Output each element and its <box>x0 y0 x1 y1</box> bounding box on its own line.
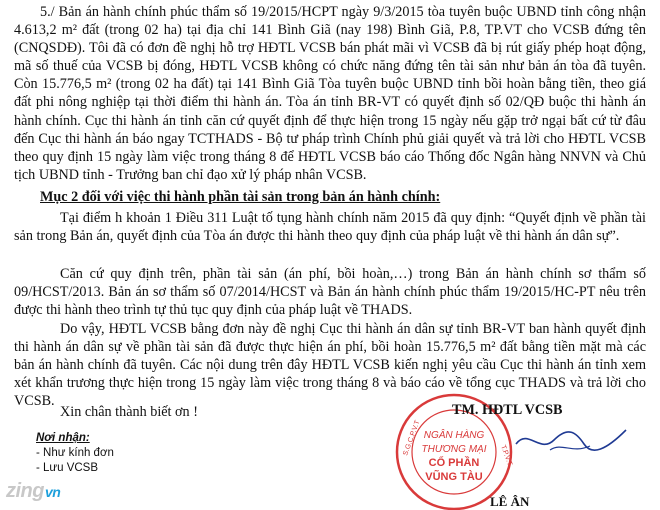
paragraph-request: Do vậy, HĐTL VCSB bằng đơn này đề nghị Cục thi hành án dân sự tỉnh BR-VT ban hành quyết định thi hành án dân sự về phần tài sản đã được thực hiện án phí, bồi hoàn 15.776,5 m² đất bằng tiền mặt mà các bản án hành chính đã tuyên. Các nội dung trên đây HĐTL VCSB kiến nghị yêu cầu Cục thi hành án tỉnh xem xét khẩn trương thực hiện trong 15 ngày làm việc trong tháng 8 và báo cáo về tổng cục THADS và trả lời cho VCSB. <box>14 321 646 410</box>
signer-title: TM. HĐTL VCSB <box>452 402 563 418</box>
handwritten-signature <box>510 420 630 460</box>
svg-text:NGÂN HÀNG: NGÂN HÀNG <box>423 430 485 441</box>
svg-text:S.G.C.P.V.T: S.G.C.P.V.T <box>402 419 422 457</box>
paragraph-grounds: Căn cứ quy định trên, phần tài sản (án phí, bồi hoàn,…) trong Bản án hành chính sơ thẩm số 09/HCST/2013. Bản án sơ thẩm số 07/2014/HCST và Bản án hành chính phúc thẩm 19/2015/HC-PT nêu trên được thi hành theo trình tự thủ tục quy định của pháp luật về THADS. <box>14 266 646 319</box>
recipient-item: - Như kính đơn <box>36 447 114 459</box>
svg-text:CỔ PHẦN: CỔ PHẦN <box>428 457 480 469</box>
closing-line: Xin chân thành biết ơn ! <box>60 404 198 420</box>
zing-watermark-logo: zingvn <box>6 480 61 502</box>
paragraph-5: 5./ Bản án hành chính phúc thẩm số 19/2015/HCPT ngày 9/3/2015 tòa tuyên buộc UBND tỉnh công nhận 4.613,2 m² đất (trong 02 ha) tại địa chỉ 141 Bình Giã (nay 198) Bình Giã, P.8, TP.VT cho VCSB đứng tên (CNQSDĐ). Tôi đã có đơn đề nghị hỗ trợ HĐTL VCSB bán phát mãi vì VCSB đã bị rút giấy phép hoạt động, mã số thuế của VCSB bị đóng, HĐTL VCSB không có chức năng đứng tên tài sản như bản án tòa đã tuyên. Còn 15.776,5 m² (trong 02 ha đất) tại 141 Bình Giã Tòa tuyên buộc UBND tỉnh bồi hoàn bằng tiền, theo giá đất phi nông nghiệp tại thời điểm thi hành án. Tòa án tỉnh BR-VT có quyết định số 02/QĐ buộc thi hành án hành chính. Cục thi hành án tỉnh căn cứ quyết định để thực hiện trong 15 ngày nếu gặp trở ngại bất cứ từ đâu đến Cục thi hành án báo ngay TCTHADS - Bộ tư pháp trình Chính phủ giải quyết và trả lời cho HĐTL VCSB theo quy định 15 ngày làm việc trong tháng 8 để HĐTL VCSB báo cáo Thống đốc Ngân hàng NNVN và Chủ tịch UBND tỉnh - Trưởng ban chỉ đạo xử lý pháp nhân VCSB. <box>14 4 646 183</box>
recipients-block <box>36 431 114 476</box>
recipient-item: - Lưu VCSB <box>36 462 99 474</box>
svg-text:VŨNG TÀU: VŨNG TÀU <box>425 471 483 483</box>
heading-text: Mục 2 đối với việc thi hành phần tài sản trong bản án hành chính: <box>40 189 441 205</box>
signer-name: LÊ ÂN <box>490 494 530 509</box>
svg-text:T.P.V.T: T.P.V.T <box>499 444 514 467</box>
section-heading <box>14 188 646 206</box>
recipients-label: Nơi nhận: <box>36 432 90 444</box>
paragraph-legal-basis: Tại điểm h khoản 1 Điều 311 Luật tố tụng hành chính năm 2015 đã quy định: “Quyết định về phần tài sản trong Bản án, quyết định của Tòa án được thi hành theo quy định của pháp luật về thi hành án dân sự”. <box>14 210 646 245</box>
svg-text:THƯƠNG MẠI: THƯƠNG MẠI <box>421 444 487 455</box>
